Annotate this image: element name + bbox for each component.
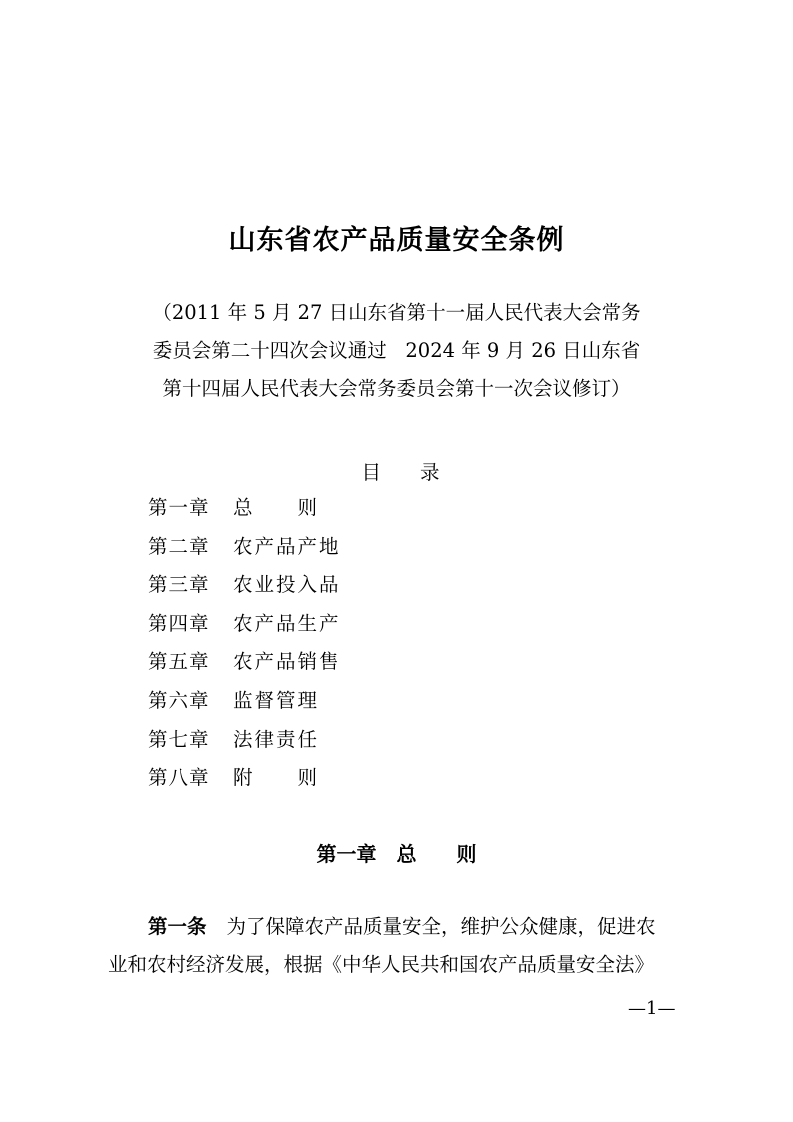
toc-chapter-name: 农产品销售 xyxy=(233,650,341,674)
toc-item xyxy=(148,571,341,610)
toc-item xyxy=(148,764,341,803)
toc-chapter-number: 第四章 xyxy=(148,611,210,635)
toc-chapter-name: 农业投入品 xyxy=(233,573,341,597)
toc-chapter-name: 法律责任 xyxy=(233,727,320,751)
page-number: —1— xyxy=(628,998,676,1019)
article-body xyxy=(108,912,708,988)
toc-item xyxy=(148,726,341,765)
toc-item xyxy=(148,533,341,572)
table-of-contents xyxy=(148,494,341,803)
toc-item xyxy=(148,610,341,649)
toc-chapter-number: 第六章 xyxy=(148,688,210,712)
toc-chapter-number: 第五章 xyxy=(148,650,210,674)
article-text: 为了保障农产品质量安全，维护公众健康，促进农 xyxy=(226,915,656,938)
toc-chapter-name: 农产品产地 xyxy=(233,534,341,558)
toc-chapter-number: 第二章 xyxy=(148,534,210,558)
toc-chapter-name: 总 则 xyxy=(233,496,320,519)
toc-chapter-name: 附 则 xyxy=(233,766,320,790)
toc-item xyxy=(148,687,341,726)
toc-item xyxy=(148,648,341,687)
article-line xyxy=(108,912,708,950)
article-label: 第一条 xyxy=(148,915,207,938)
toc-item xyxy=(148,494,341,533)
toc-chapter-number: 第一章 xyxy=(148,496,210,519)
toc-chapter-number: 第三章 xyxy=(148,573,210,597)
toc-chapter-name: 监督管理 xyxy=(233,688,320,712)
adoption-note-line: 委员会第二十四次会议通过 2024 年 9 月 26 日山东省 xyxy=(152,339,641,362)
adoption-note-line: （2011 年 5 月 27 日山东省第十一届人民代表大会常务 xyxy=(152,301,641,324)
adoption-note-line: 第十四届人民代表大会常务委员会第十一次会议修订） xyxy=(162,377,631,400)
document-title: 山东省农产品质量安全条例 xyxy=(228,225,565,256)
article-line: 业和农村经济发展，根据《中华人民共和国农产品质量安全法》 xyxy=(108,953,655,976)
toc-chapter-number: 第七章 xyxy=(148,727,210,751)
adoption-note xyxy=(0,298,793,412)
chapter-heading: 第一章 总 则 xyxy=(316,842,477,866)
toc-chapter-name: 农产品生产 xyxy=(233,611,341,635)
toc-heading: 目 录 xyxy=(361,461,440,484)
toc-chapter-number: 第八章 xyxy=(148,766,210,790)
